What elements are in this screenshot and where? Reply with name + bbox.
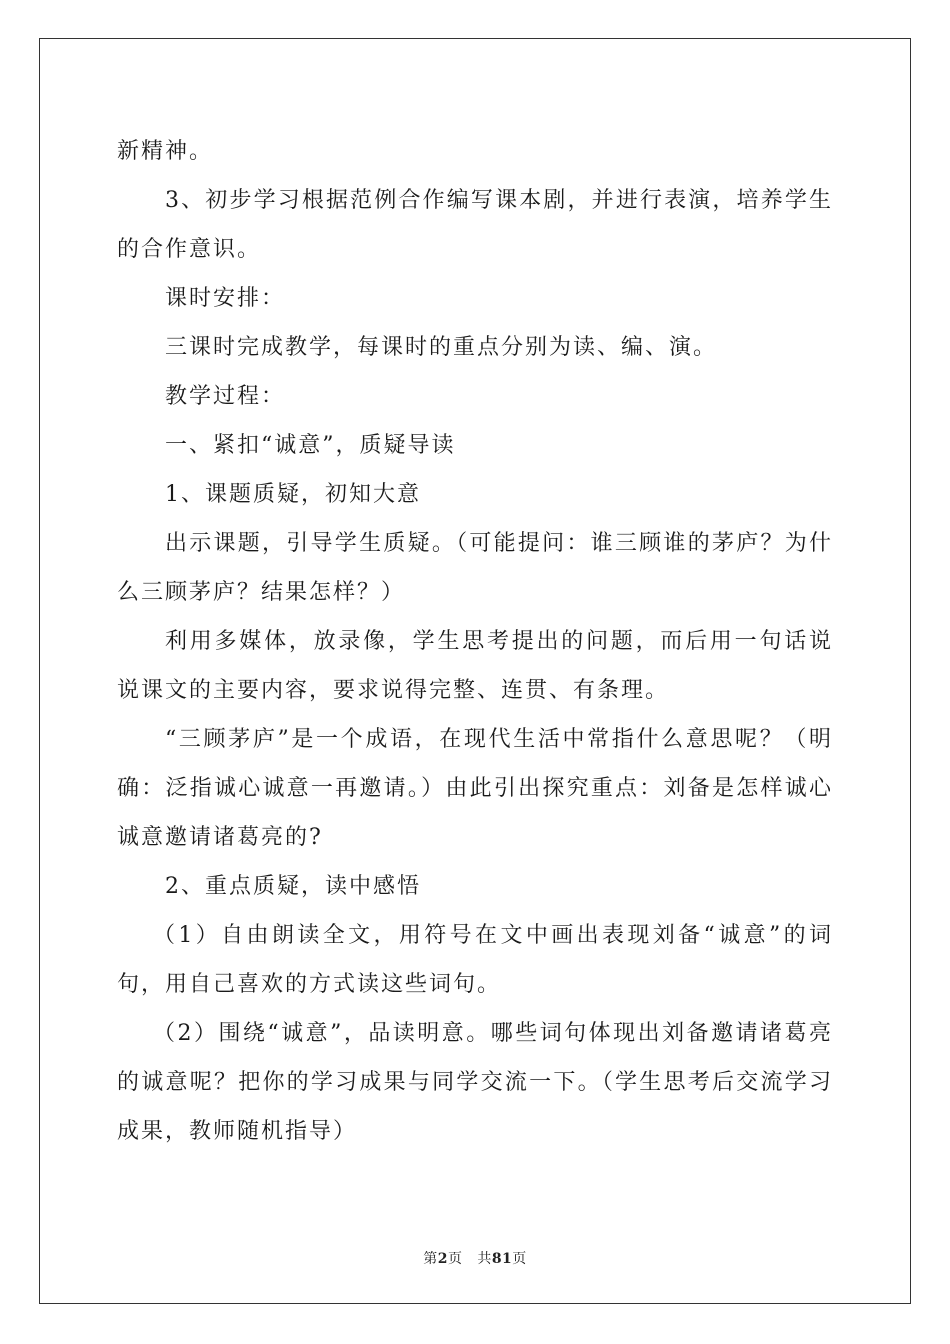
- paragraph-11: 2、重点质疑，读中感悟: [165, 874, 421, 899]
- paragraph-5: 教学过程：: [165, 384, 286, 409]
- paragraph-6: 一、紧扣“诚意”，质疑导读: [165, 433, 456, 458]
- page-number: 2: [437, 1251, 448, 1267]
- total-suffix: 页: [512, 1251, 527, 1267]
- document-body: [117, 127, 833, 1156]
- paragraph-2: 3、初步学习根据范例合作编写课本剧，并进行表演，培养学生的合作意识。: [117, 188, 833, 262]
- page-suffix: 页: [447, 1251, 463, 1267]
- paragraph-1: 新精神。: [117, 139, 214, 164]
- total-pages: 81: [491, 1251, 513, 1267]
- paragraph-8: 出示课题，引导学生质疑。（可能提问：谁三顾谁的茅庐？为什么三顾茅庐？结果怎样？）: [117, 531, 833, 605]
- page-footer: [0, 1248, 950, 1268]
- paragraph-7: 1、课题质疑，初知大意: [165, 482, 421, 507]
- paragraph-10: “三顾茅庐”是一个成语，在现代生活中常指什么意思呢？（明确：泛指诚心诚意一再邀请。）由此引出探究重点：刘备是怎样诚心诚意邀请诸葛亮的?: [117, 727, 833, 850]
- paragraph-9: 利用多媒体，放录像，学生思考提出的问题，而后用一句话说说课文的主要内容，要求说得完整、连贯、有条理。: [117, 629, 833, 703]
- paragraph-13: （2）围绕“诚意”，品读明意。哪些词句体现出刘备邀请诸葛亮的诚意呢？把你的学习成果与同学交流一下。（学生思考后交流学习成果，教师随机指导）: [117, 1021, 833, 1144]
- paragraph-3: 课时安排：: [165, 286, 286, 311]
- page-prefix: 第: [423, 1251, 438, 1267]
- paragraph-4: 三课时完成教学，每课时的重点分别为读、编、演。: [165, 335, 718, 360]
- paragraph-12: （1）自由朗读全文，用符号在文中画出表现刘备“诚意”的词句，用自己喜欢的方式读这些词句。: [117, 923, 833, 997]
- total-prefix: 共: [477, 1251, 492, 1267]
